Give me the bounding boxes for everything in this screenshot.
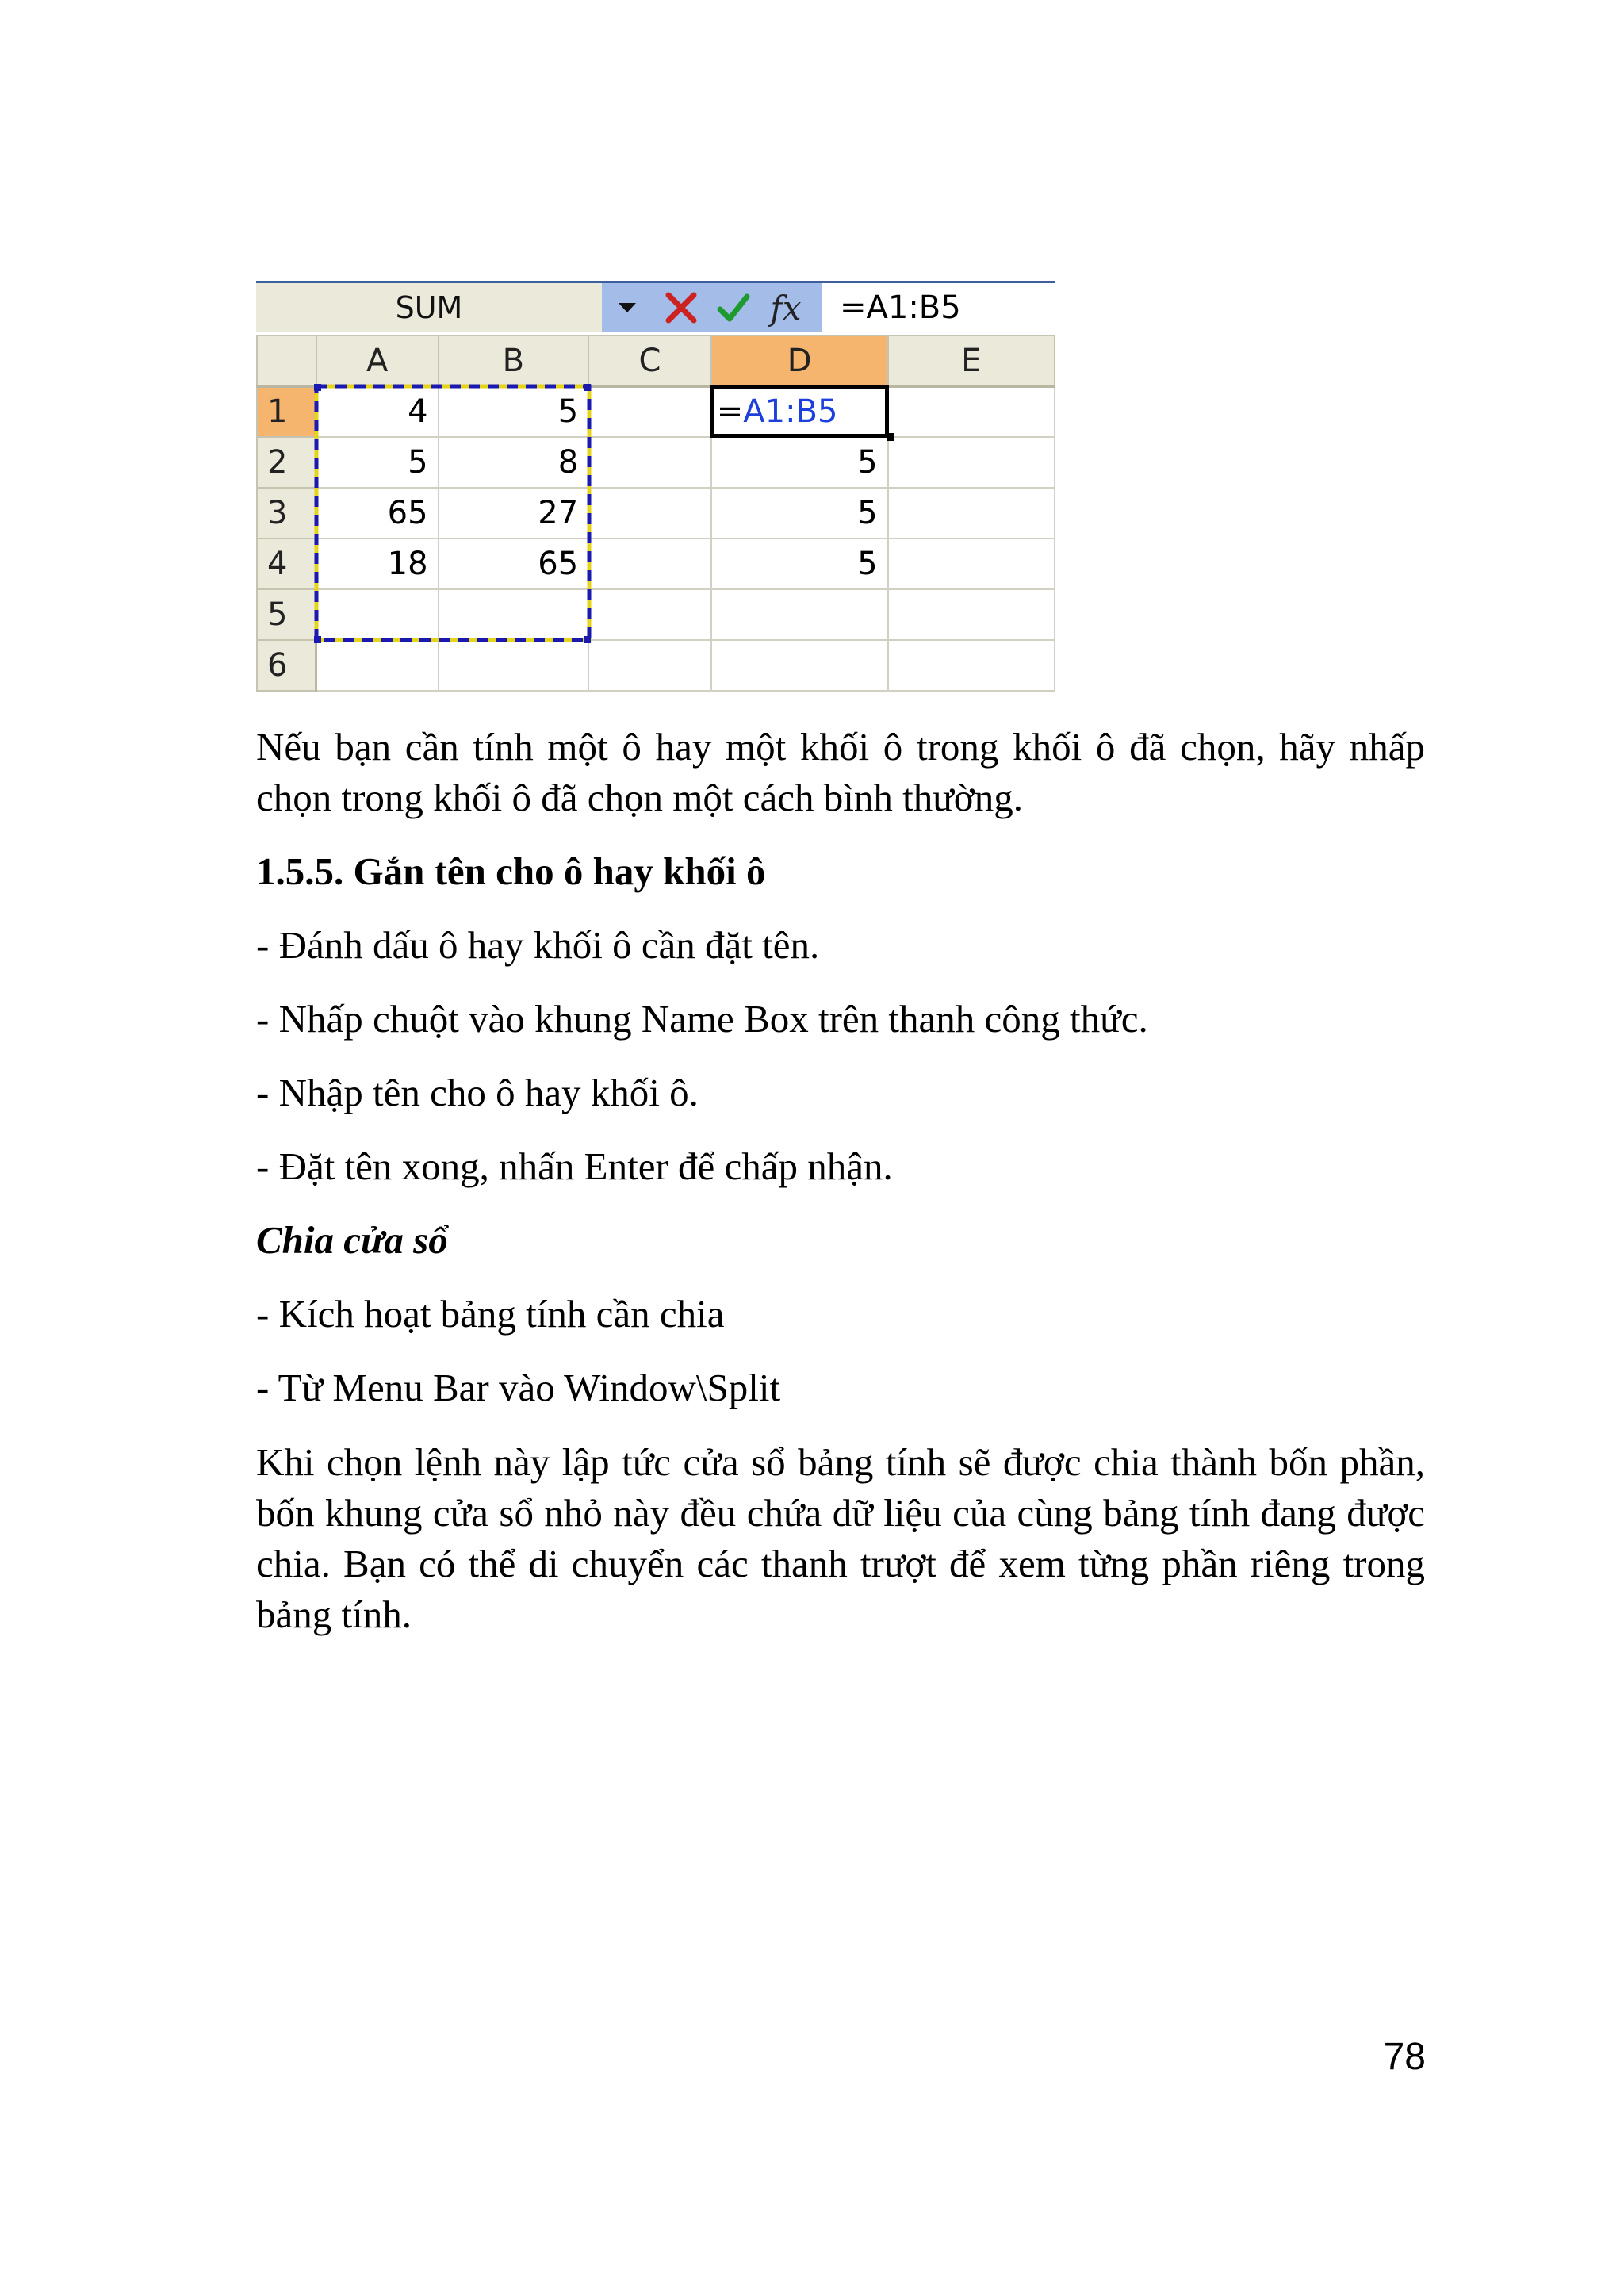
worksheet-grid [256,335,1055,692]
column-header-e[interactable]: E [888,335,1055,386]
step-item: - Nhập tên cho ô hay khối ô. [256,1071,699,1114]
cell-d5[interactable] [711,589,888,640]
cell-b2[interactable]: 8 [439,437,589,488]
fill-handle[interactable] [887,433,894,441]
formula-eq: = [716,393,744,431]
formula-buttons [602,283,822,332]
cell-c6[interactable] [588,640,711,691]
cell-d4[interactable]: 5 [711,539,888,589]
cell-b3[interactable]: 27 [439,488,589,539]
insert-function-icon[interactable]: fx [770,288,802,328]
cell-a4[interactable]: 18 [316,539,439,589]
formula-content[interactable]: =A1:B5 [840,289,961,326]
section-heading-1-5-5: 1.5.5. Gắn tên cho ô hay khối ô [256,849,766,893]
formula-reference: A1:B5 [743,393,838,431]
cell-a6[interactable] [316,640,439,691]
row-header-1[interactable]: 1 [257,386,316,437]
page-number: 78 [1383,2036,1426,2078]
row-header-5[interactable]: 5 [257,589,316,640]
cell-a2[interactable]: 5 [316,437,439,488]
section-heading-split-window: Chia cửa sổ [256,1218,448,1262]
cell-d3[interactable]: 5 [711,488,888,539]
cell-b1[interactable]: 5 [439,386,589,437]
step-item: - Kích hoạt bảng tính cần chia [256,1292,725,1336]
cell-d2[interactable]: 5 [711,437,888,488]
cell-a3[interactable]: 65 [316,488,439,539]
cell-c2[interactable] [588,437,711,488]
cell-c3[interactable] [588,488,711,539]
cell-e4[interactable] [888,539,1055,589]
cell-a1[interactable]: 4 [316,386,439,437]
cell-e2[interactable] [888,437,1055,488]
step-item: - Đánh dấu ô hay khối ô cần đặt tên. [256,923,820,967]
formula-bar [256,281,1055,335]
cell-b6[interactable] [439,640,589,691]
cell-b4[interactable]: 65 [439,539,589,589]
column-header-a[interactable]: A [316,335,439,386]
row-header-6[interactable]: 6 [257,640,316,691]
step-item: - Nhấp chuột vào khung Name Box trên thanh công thức. [256,997,1148,1041]
excel-screenshot [256,281,1055,696]
dropdown-arrow-icon[interactable] [611,283,643,332]
cell-e3[interactable] [888,488,1055,539]
cell-e5[interactable] [888,589,1055,640]
step-item: - Đặt tên xong, nhấn Enter để chấp nhận. [256,1144,893,1188]
cell-e1[interactable] [888,386,1055,437]
column-header-d[interactable]: D [711,335,888,386]
cell-c5[interactable] [588,589,711,640]
cell-e6[interactable] [888,640,1055,691]
row-header-4[interactable]: 4 [257,539,316,589]
row-header-3[interactable]: 3 [257,488,316,539]
row-header-2[interactable]: 2 [257,437,316,488]
name-box[interactable]: SUM [256,283,603,332]
selection-marquee [314,384,593,644]
cell-c4[interactable] [588,539,711,589]
enter-check-icon[interactable] [710,283,757,332]
paragraph-intro: Nếu bạn cần tính một ô hay một khối ô trong khối ô đã chọn, hãy nhấp chọn trong khối ô đã chọn một cách bình thường. [256,725,1425,819]
column-header-b[interactable]: B [439,335,589,386]
table-row [257,640,1055,691]
select-all-corner[interactable] [257,335,316,386]
cell-d1-active[interactable] [711,386,888,437]
cell-d6[interactable] [711,640,888,691]
column-header-c[interactable]: C [588,335,711,386]
step-item: - Từ Menu Bar vào Window\Split [256,1366,781,1409]
paragraph-split-description: Khi chọn lệnh này lập tức cửa sổ bảng tính sẽ được chia thành bốn phần, bốn khung cửa sổ nhỏ này đều chứa dữ liệu của cùng bảng tính đang được chia. Bạn có thể di chuyển các thanh trượt để xem từng phần riêng trong bảng tính. [256,1440,1425,1636]
cancel-x-icon[interactable] [657,283,705,332]
cell-c1[interactable] [588,386,711,437]
